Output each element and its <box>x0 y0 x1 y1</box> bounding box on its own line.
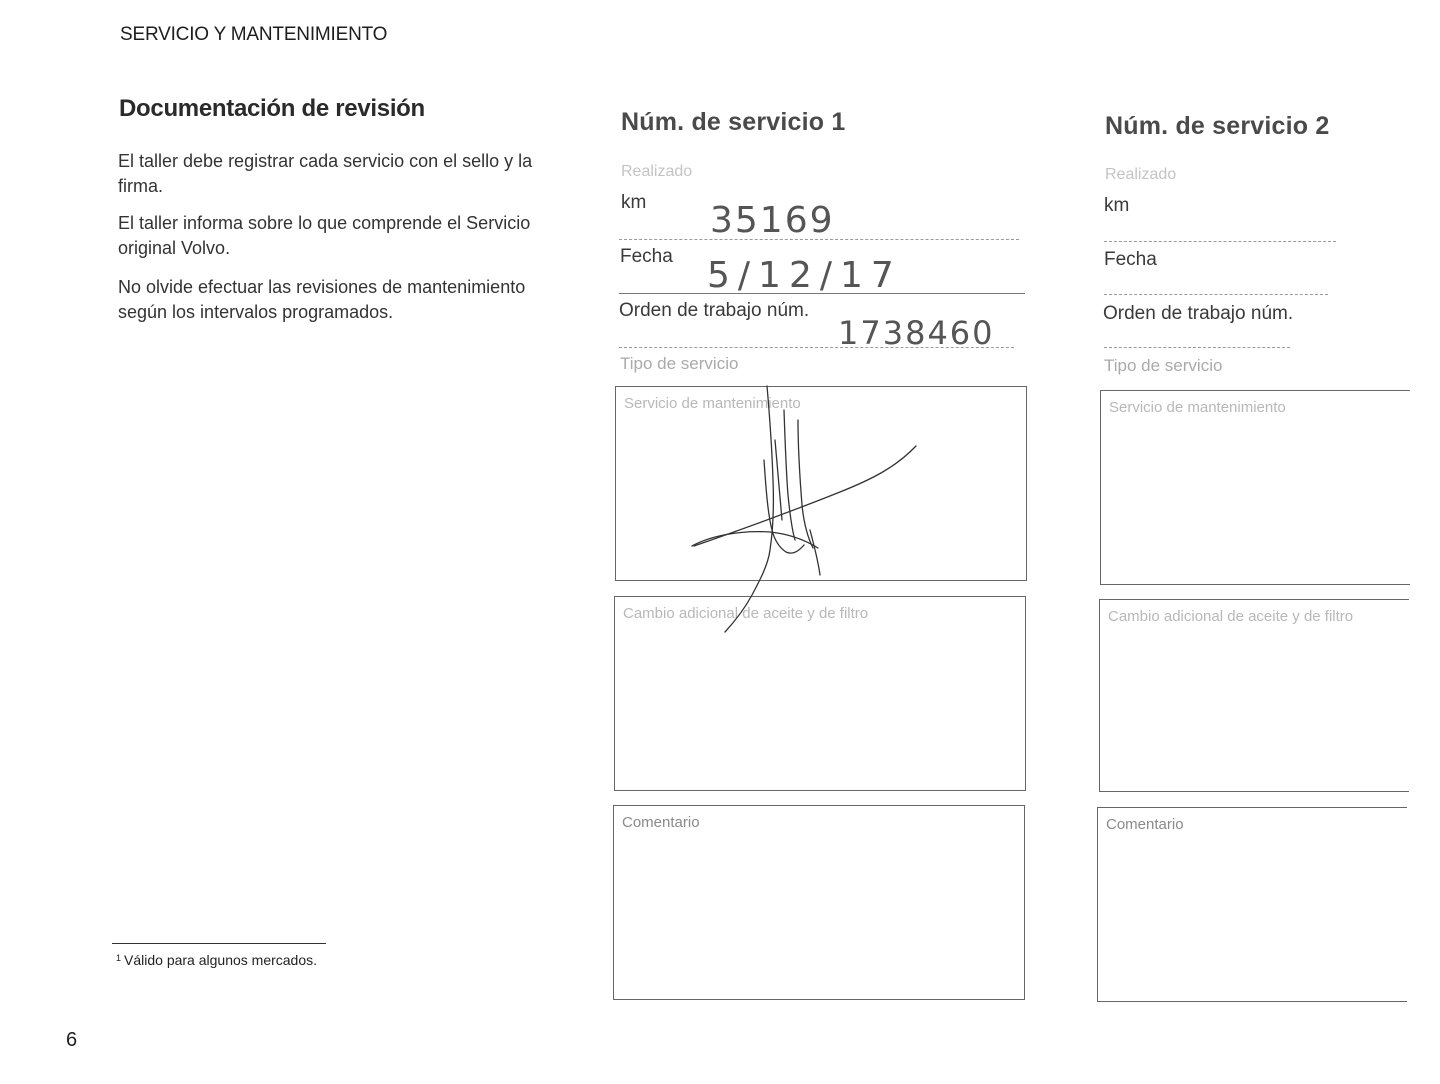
footnote-marker: 1 <box>116 953 122 963</box>
page-title: Documentación de revisión <box>119 95 425 122</box>
intro-paragraph-3: No olvide efectuar las revisiones de mantenimiento según los intervalos programados. <box>118 277 526 322</box>
intro-paragraph-1: El taller debe registrar cada servicio con el sello y la firma. <box>118 151 533 196</box>
service-2-realizado-label: Realizado <box>1105 166 1177 183</box>
service-1-fecha-label: Fecha <box>620 246 673 267</box>
footnote-rule <box>112 943 326 944</box>
service-2-fecha-label: Fecha <box>1104 249 1157 270</box>
service-2-maintenance-box[interactable] <box>1100 390 1410 585</box>
service-1-maintenance-label: Servicio de mantenimiento <box>624 395 801 412</box>
service-1-comment-box[interactable] <box>613 805 1025 1000</box>
service-2-maintenance-label: Servicio de mantenimiento <box>1109 399 1286 416</box>
service-2-title: Núm. de servicio 2 <box>1105 112 1330 140</box>
service-1-km-value: 35169 <box>710 200 835 241</box>
service-1-orden-line <box>619 347 1014 348</box>
service-1-comment-label: Comentario <box>622 814 700 831</box>
footnote-text: Válido para algunos mercados. <box>124 952 318 968</box>
footnote <box>116 952 317 968</box>
signature <box>680 380 940 640</box>
service-2-comment-label: Comentario <box>1106 816 1184 833</box>
intro-paragraph-2: El taller informa sobre lo que comprende el Servicio original Volvo. <box>118 213 531 258</box>
service-1-km-line <box>619 239 1019 240</box>
service-2-km-line <box>1104 241 1336 242</box>
service-1-orden-value: 1738460 <box>838 314 995 352</box>
service-1-title: Núm. de servicio 1 <box>621 108 846 136</box>
service-1-km-label: km <box>621 192 647 213</box>
service-2-orden-line <box>1104 347 1290 348</box>
service-2-fecha-line <box>1104 294 1328 295</box>
service-1-fecha-value: 5/12/17 <box>707 255 902 296</box>
service-2-comment-box[interactable] <box>1097 807 1407 1002</box>
service-2-oil-change-box[interactable] <box>1099 599 1409 792</box>
service-1-tipo-label: Tipo de servicio <box>620 354 739 373</box>
service-2-tipo-label: Tipo de servicio <box>1104 356 1223 375</box>
service-2-orden-label: Orden de trabajo núm. <box>1103 303 1294 324</box>
service-1-orden-label: Orden de trabajo núm. <box>619 300 810 321</box>
service-1-oil-change-label: Cambio adicional de aceite y de filtro <box>623 605 869 622</box>
service-2-oil-change-label: Cambio adicional de aceite y de filtro <box>1108 608 1354 625</box>
section-header: SERVICIO Y MANTENIMIENTO <box>120 24 388 45</box>
page-number: 6 <box>66 1029 78 1051</box>
service-1-fecha-line <box>619 293 1025 294</box>
service-2-km-label: km <box>1104 195 1130 216</box>
service-1-realizado-label: Realizado <box>621 163 693 180</box>
